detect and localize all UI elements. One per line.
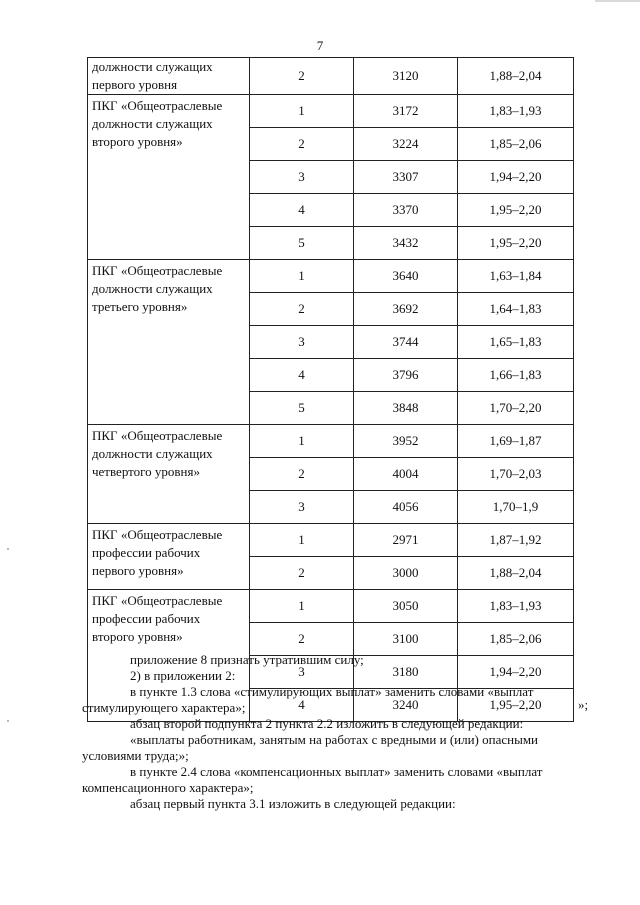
salary-cell: 3000 [354,557,458,590]
paragraph: «выплаты работникам, занятым на работах с вредными и (или) опасными [130,732,539,747]
salary-cell: 2971 [354,524,458,557]
table-row [88,95,574,128]
paragraph: условиями труда;»; [82,748,189,763]
coef-cell: 1,64–1,83 [458,293,574,326]
table-closing-mark: »; [578,696,589,712]
coef-cell: 1,70–2,03 [458,458,574,491]
coef-cell: 1,65–1,83 [458,326,574,359]
paragraph: компенсационного характера»; [82,780,254,795]
level-cell: 2 [250,557,354,590]
level-cell: 2 [250,58,354,95]
table-row [88,425,574,458]
coef-cell: 1,94–2,20 [458,161,574,194]
level-cell: 3 [250,326,354,359]
salary-cell: 3172 [354,95,458,128]
level-cell: 5 [250,392,354,425]
coef-cell: 1,94–2,20 [458,656,574,689]
salary-cell: 3848 [354,392,458,425]
level-cell: 1 [250,524,354,557]
coef-cell: 1,83–1,93 [458,95,574,128]
level-cell: 5 [250,227,354,260]
group-name-cell: ПКГ «Общеотраслевые профессии рабочих второго уровня» [88,590,250,722]
coef-cell: 1,69–1,87 [458,425,574,458]
salary-cell: 3796 [354,359,458,392]
level-cell: 1 [250,95,354,128]
scan-speck [7,548,9,550]
salary-cell: 3640 [354,260,458,293]
scan-corner-mark [595,0,640,2]
level-cell: 4 [250,689,354,722]
paragraph: абзац второй подпункта 2 пункта 2.2 изложить в следующей редакции: [130,716,524,731]
coef-cell: 1,87–1,92 [458,524,574,557]
level-cell: 3 [250,161,354,194]
level-cell: 4 [250,194,354,227]
salary-cell: 3370 [354,194,458,227]
coef-cell: 1,70–2,20 [458,392,574,425]
paragraph: абзац первый пункта 3.1 изложить в следующей редакции: [130,796,456,811]
salary-cell: 3432 [354,227,458,260]
table-row [88,524,574,557]
coef-cell: 1,88–2,04 [458,58,574,95]
paragraph: стимулирующего характера»; [82,700,246,715]
group-name-cell: должности служащих первого уровня [88,58,250,95]
page-number: 7 [316,38,324,53]
coef-cell: 1,66–1,83 [458,359,574,392]
paragraph: 2) в приложении 2: [130,668,236,683]
group-name-cell: ПКГ «Общеотраслевые должности служащих третьего уровня» [88,260,250,425]
salary-cell: 4004 [354,458,458,491]
level-cell: 1 [250,260,354,293]
group-name-cell: ПКГ «Общеотраслевые должности служащих второго уровня» [88,95,250,260]
group-name-cell: ПКГ «Общеотраслевые должности служащих четвертого уровня» [88,425,250,524]
coef-cell: 1,85–2,06 [458,128,574,161]
group-name-cell: ПКГ «Общеотраслевые профессии рабочих первого уровня» [88,524,250,590]
level-cell: 2 [250,458,354,491]
level-cell: 1 [250,590,354,623]
salary-cell: 3050 [354,590,458,623]
paragraph: в пункте 2.4 слова «компенсационных выплат» заменить словами «выплат [130,764,543,779]
salary-cell: 3952 [354,425,458,458]
coef-cell: 1,85–2,06 [458,623,574,656]
paragraph: приложение 8 признать утратившим силу; [130,652,364,667]
coef-cell: 1,83–1,93 [458,590,574,623]
document-body [82,652,574,812]
coef-cell: 1,95–2,20 [458,227,574,260]
salary-cell: 3307 [354,161,458,194]
salary-cell: 3692 [354,293,458,326]
salary-cell: 3224 [354,128,458,161]
table-row [88,260,574,293]
salary-cell: 3120 [354,58,458,95]
coef-cell: 1,70–1,9 [458,491,574,524]
salary-cell: 3100 [354,623,458,656]
coef-cell: 1,95–2,20 [458,689,574,722]
coef-cell: 1,95–2,20 [458,194,574,227]
level-cell: 2 [250,623,354,656]
level-cell: 2 [250,293,354,326]
salary-cell: 4056 [354,491,458,524]
level-cell: 3 [250,656,354,689]
level-cell: 1 [250,425,354,458]
table-row [88,58,574,95]
paragraph: в пункте 1.3 слова «стимулирующих выплат» заменить словами «выплат [130,684,534,699]
scan-speck [7,720,9,722]
salary-cell: 3180 [354,656,458,689]
level-cell: 3 [250,491,354,524]
salary-cell: 3240 [354,689,458,722]
salary-cell: 3744 [354,326,458,359]
coef-cell: 1,63–1,84 [458,260,574,293]
coef-cell: 1,88–2,04 [458,557,574,590]
level-cell: 4 [250,359,354,392]
salary-table [87,57,574,722]
level-cell: 2 [250,128,354,161]
table-row [88,590,574,623]
